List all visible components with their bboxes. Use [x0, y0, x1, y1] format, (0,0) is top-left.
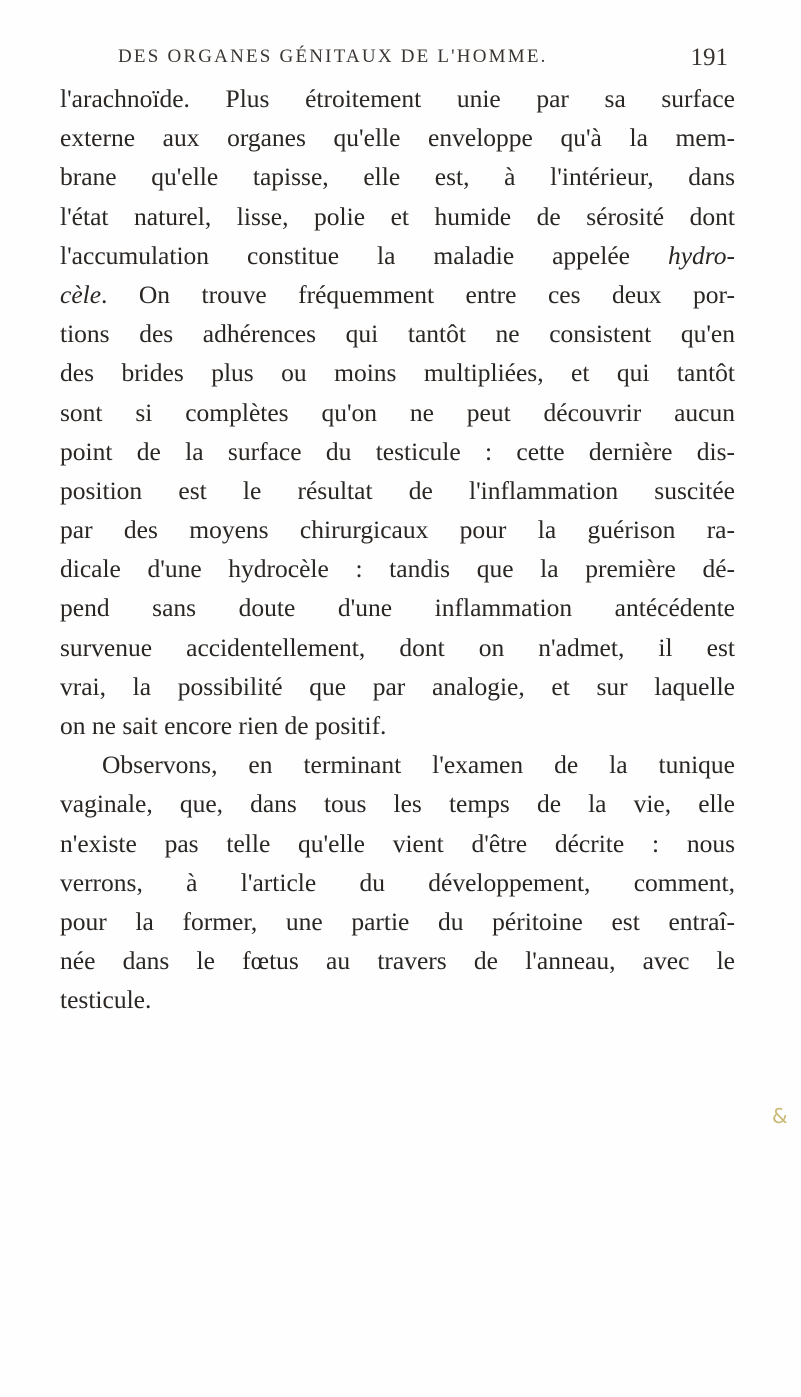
- text-line: vrai, la possibilité que par analogie, et sur laquelle: [60, 671, 735, 701]
- text-line: cèle. On trouve fréquemment entre ces deux por-: [60, 279, 735, 309]
- text-line: brane qu'elle tapisse, elle est, à l'intérieur, dans: [60, 162, 735, 192]
- body-text: [60, 79, 740, 1020]
- text-line: pend sans doute d'une inflammation antécédente: [60, 593, 735, 623]
- text-line: position est le résultat de l'inflammation suscitée: [60, 475, 735, 505]
- page-header: [118, 44, 728, 84]
- text-line: externe aux organes qu'elle enveloppe qu'à la mem-: [60, 123, 735, 153]
- text-line: l'état naturel, lisse, polie et humide de sérosité dont: [60, 201, 735, 231]
- text-line: dicale d'une hydrocèle : tandis que la première dé-: [60, 554, 735, 584]
- text-line: point de la surface du testicule : cette dernière dis-: [60, 436, 735, 466]
- paragraph-1: [60, 79, 740, 745]
- paragraph-2: [60, 745, 740, 1019]
- text-line: l'accumulation constitue la maladie appelée hydro-: [60, 240, 735, 270]
- text-line: née dans le fœtus au travers de l'anneau, avec le: [60, 946, 735, 976]
- text-line: survenue accidentellement, dont on n'admet, il est: [60, 632, 735, 662]
- text-line: par des moyens chirurgicaux pour la guérison ra-: [60, 515, 735, 545]
- page-number: 191: [690, 44, 728, 71]
- text-line: pour la former, une partie du péritoine est entraî-: [60, 906, 735, 936]
- text-line: tions des adhérences qui tantôt ne consistent qu'en: [60, 319, 735, 349]
- text-line: testicule.: [60, 985, 152, 1015]
- text-line: on ne sait encore rien de positif.: [60, 711, 387, 740]
- text-line: n'existe pas telle qu'elle vient d'être décrite : nous: [60, 828, 735, 858]
- text-line: des brides plus ou moins multipliées, et qui tantôt: [60, 358, 735, 388]
- text-line: vaginale, que, dans tous les temps de la vie, elle: [60, 789, 735, 819]
- text-line: Observons, en terminant l'examen de la tunique: [102, 750, 735, 780]
- text-line: l'arachnoïde. Plus étroitement unie par sa surface: [60, 84, 735, 113]
- margin-mark: &: [772, 1104, 788, 1128]
- text-line: verrons, à l'article du développement, comment,: [60, 867, 735, 897]
- text-line: sont si complètes qu'on ne peut découvrir aucun: [60, 397, 735, 427]
- running-head: DES ORGANES GÉNITAUX DE L'HOMME.: [118, 46, 548, 67]
